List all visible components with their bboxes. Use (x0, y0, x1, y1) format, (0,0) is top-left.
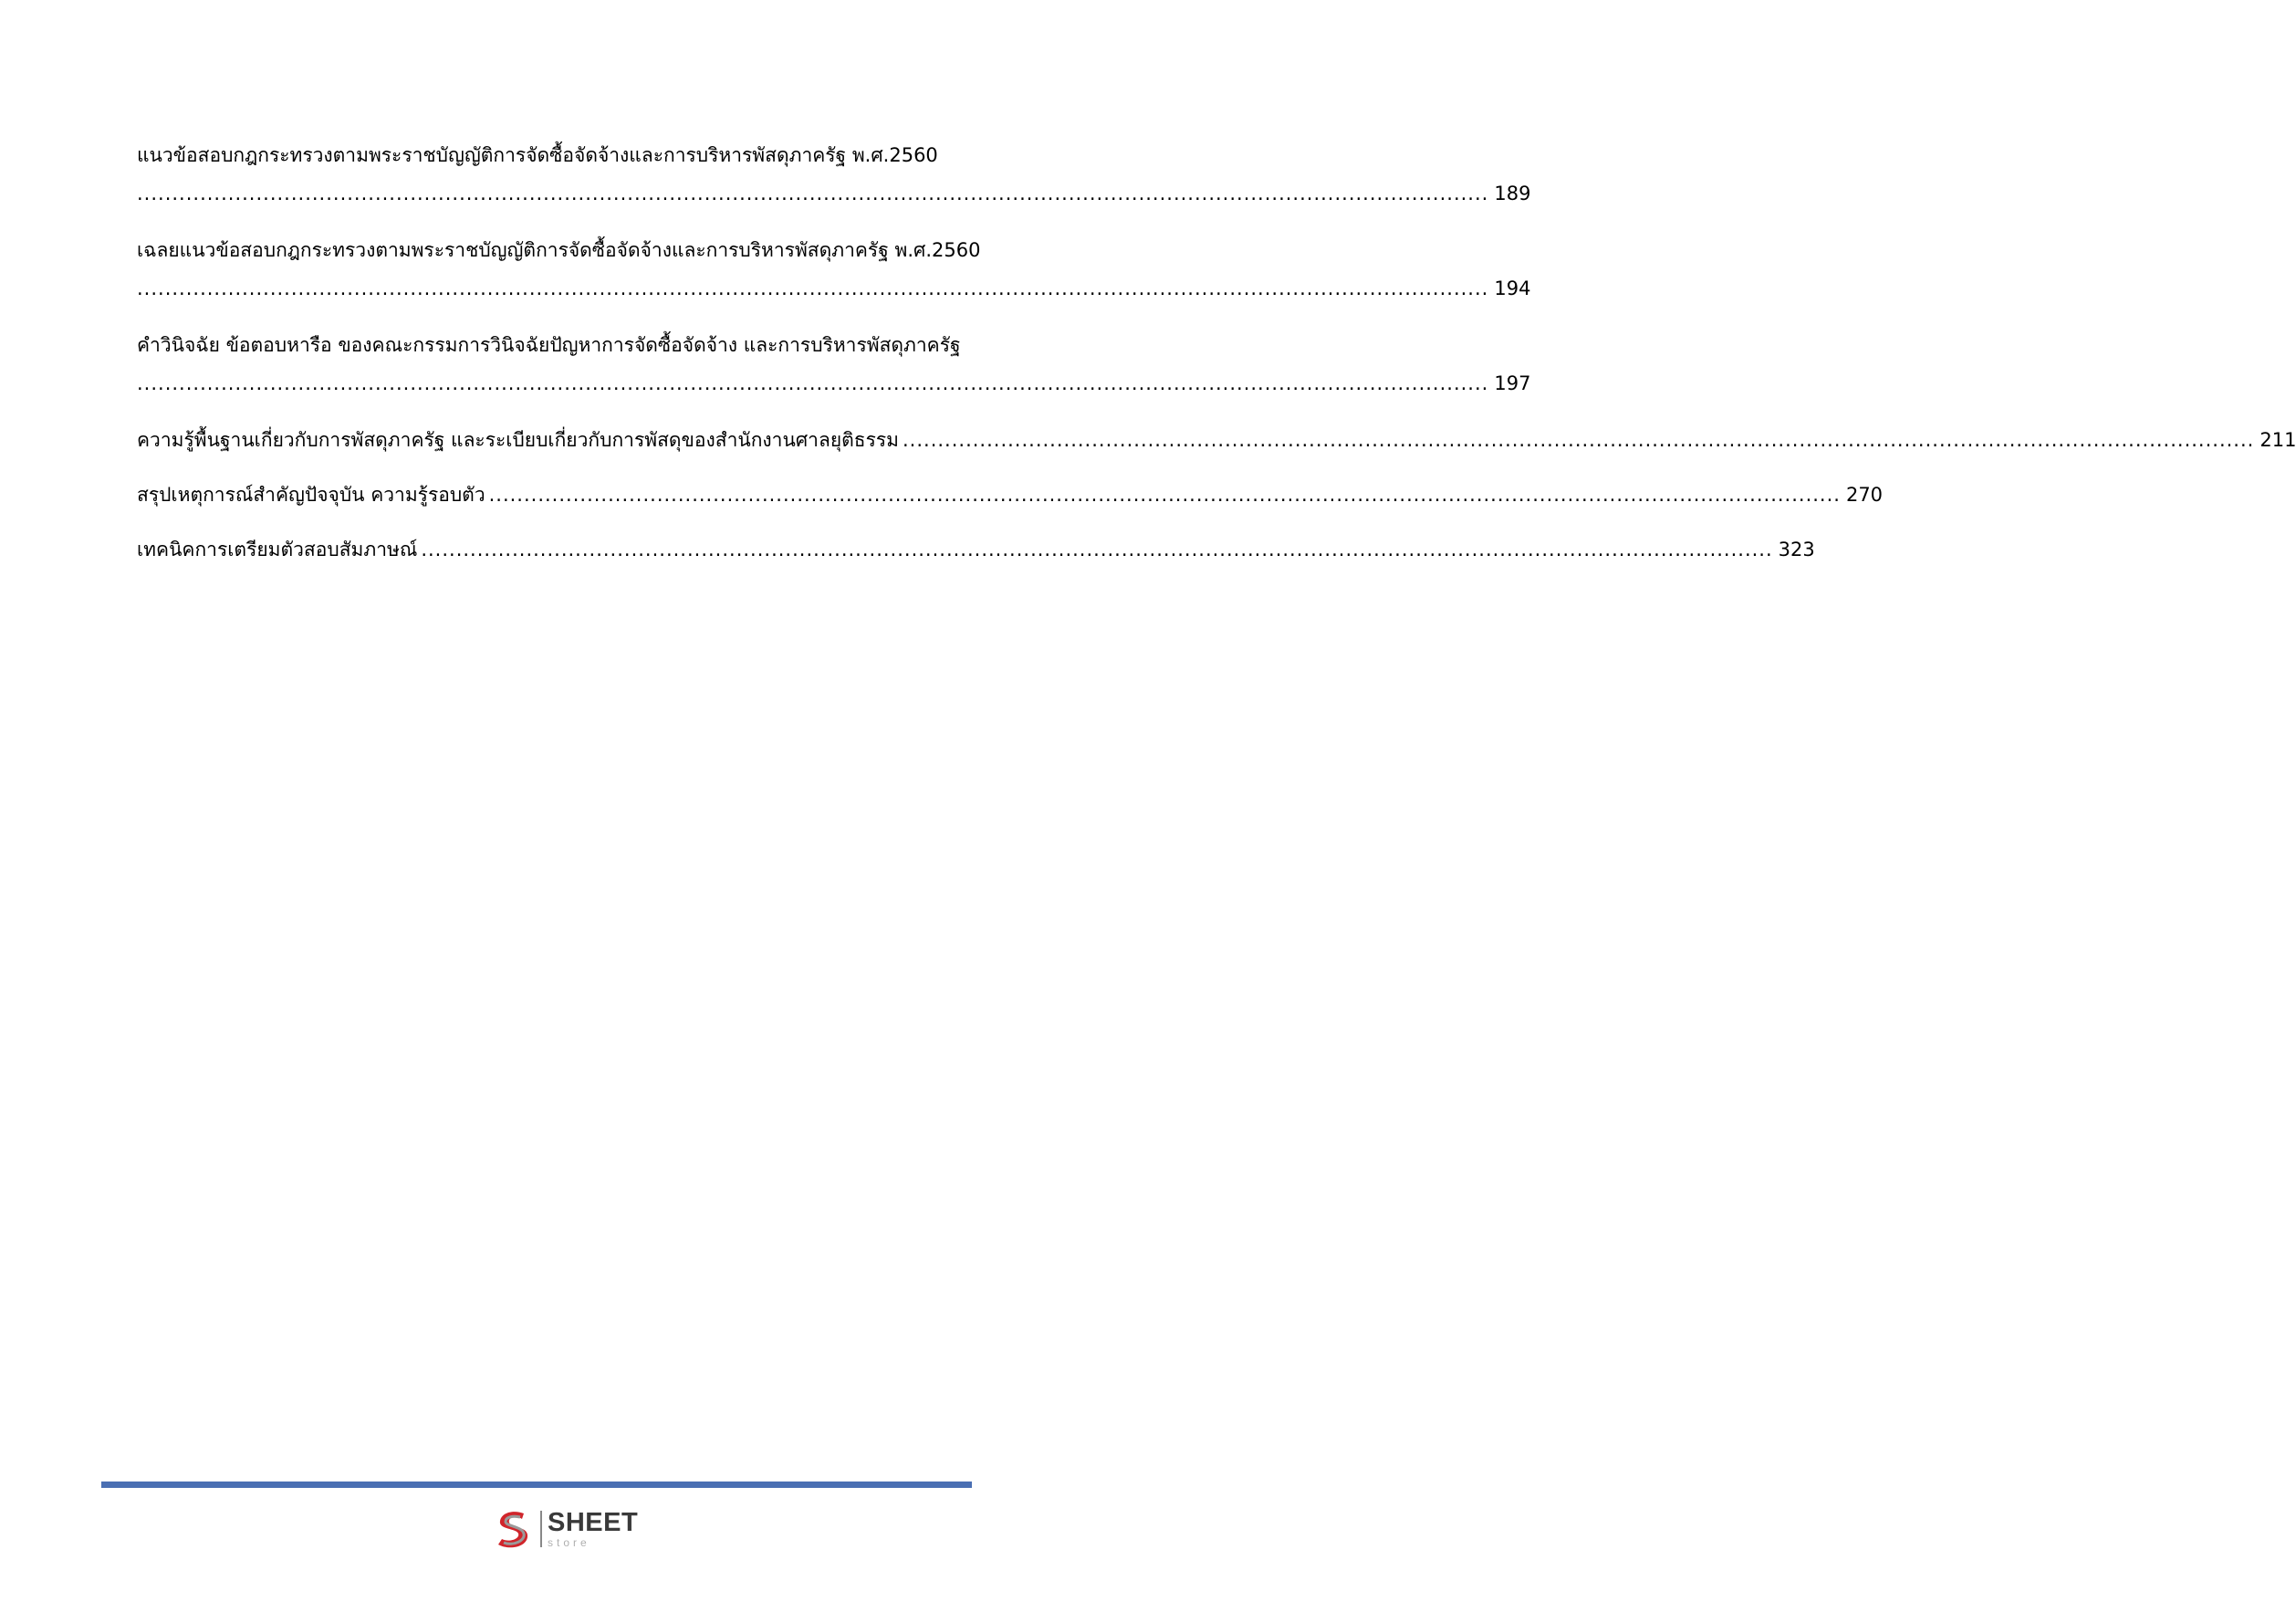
toc-entry-title: เฉลยแนวข้อสอบกฎกระทรวงตามพระราชบัญญัติการจัดซื้อจัดจ้างและการบริหารพัสดุภาครัฐ พ.ศ.2560 (137, 239, 981, 261)
sheet-store-s-icon (493, 1508, 535, 1550)
toc-entry-page: 194 (1494, 277, 1531, 299)
toc-entry-page: 323 (1778, 539, 1815, 560)
dot-leader: ................................................................................................................................................................................................. (137, 372, 1489, 394)
toc-entry (137, 141, 1531, 207)
dot-leader: ................................................................................................................................................................................................. (137, 277, 1489, 299)
toc-entry-title: คำวินิจฉัย ข้อตอบหารือ ของคณะกรรมการวินิจฉัยปัญหาการจัดซื้อจัดจ้าง และการบริหารพัสดุภาครัฐ (137, 334, 961, 356)
logo-wordmark: SHEET (548, 1508, 639, 1537)
toc-entry (137, 536, 1815, 563)
dot-leader: ................................................................................................................................................................................................. (421, 539, 1773, 560)
toc-entry-page: 211 (2259, 429, 2296, 451)
footer-rule (101, 1482, 972, 1488)
toc-entry-title: แนวข้อสอบกฎกระทรวงตามพระราชบัญญัติการจัดซื้อจัดจ้างและการบริหารพัสดุภาครัฐ พ.ศ.2560 (137, 144, 938, 166)
toc-entry (137, 236, 1531, 302)
logo-subtext: store (548, 1536, 590, 1549)
dot-leader: ................................................................................................................................................................................................. (137, 183, 1489, 204)
toc-entry (137, 426, 2296, 454)
toc-entry-title: สรุปเหตุการณ์สำคัญปัจจุบัน ความรู้รอบตัว (137, 484, 485, 506)
dot-leader: ................................................................................................................................................................................................. (903, 429, 2255, 451)
toc-entry-page: 197 (1494, 372, 1531, 394)
toc-entry-page: 270 (1845, 484, 1884, 506)
toc-entry-title: เทคนิคการเตรียมตัวสอบสัมภาษณ์ (137, 539, 418, 560)
logo-divider (540, 1511, 542, 1547)
dot-leader: ................................................................................................................................................................................................. (488, 484, 1841, 506)
sheet-store-logo (493, 1506, 648, 1552)
toc-entry (137, 481, 1884, 508)
toc-entry-title: ความรู้พื้นฐานเกี่ยวกับการพัสดุภาครัฐ และระเบียบเกี่ยวกับการพัสดุของสำนักงานศาลยุติธรรม (137, 429, 899, 451)
toc-entry-page: 189 (1494, 183, 1531, 204)
toc-entry (137, 331, 1531, 397)
